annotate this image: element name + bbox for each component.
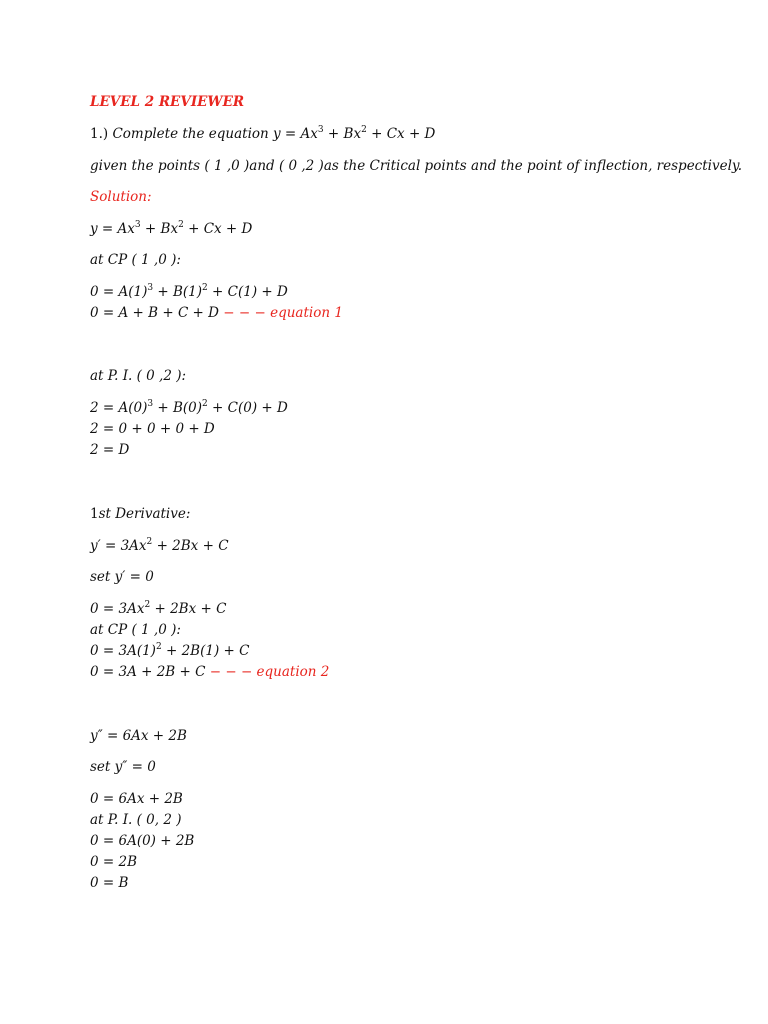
pi-header: at P. I. ( 0 ,2 ): [90,368,187,384]
d2-equation: 0 = 6Ax + 2B [90,791,183,807]
d2-result: 0 = B [90,875,129,891]
d2-pi-header: at P. I. ( 0, 2 ) [90,812,182,828]
d1-substitution: $0 = 3A(1)^2 + 2B(1) + C$ [90,642,250,659]
pi-step-2: 2 = 0 + 0 + 0 + D [90,421,215,437]
equation-2: 0 = 3A + 2B + C − − − equation 2 [90,664,330,680]
cp-substitution: $0 = A(1)^3 + B(1)^2 + C(1) + D$ [90,283,288,300]
pi-result: 2 = D [90,442,130,458]
equation-1: 0 = A + B + C + D − − − equation 1 [90,305,343,321]
pi-substitution: $2 = A(0)^3 + B(0)^2 + C(0) + D$ [90,399,288,416]
d2-step: 0 = 2B [90,854,137,870]
d2-substitution: 0 = 6A(0) + 2B [90,833,195,849]
page-title: LEVEL 2 REVIEWER [90,94,245,110]
d1-cp-header: at CP ( 1 ,0 ): [90,622,181,638]
equation-1-tag: − − − equation 1 [219,305,343,321]
main-equation: $y = Ax^3 + Bx^2 + Cx + D$ [90,220,253,237]
set-second-derivative: set y″ = 0 [90,759,156,775]
problem-given: given the points ( 1 ,0 )and ( 0 ,2 )as the Critical points and the point of inflection, respectively. [90,158,743,174]
equation-2-tag: − − − equation 2 [205,664,330,680]
problem-equation: $y = Ax^3 + Bx^2 + Cx + D$ [273,125,436,142]
second-derivative: y″ = 6Ax + 2B [90,728,187,744]
problem-prefix: Complete the equation [112,126,269,142]
first-derivative-header: 1st Derivative: [90,506,191,522]
solution-label: Solution: [90,189,152,205]
problem-statement [90,125,435,145]
d1-equation: $0 = 3Ax^2 + 2Bx + C$ [90,600,227,617]
first-derivative: $y' = 3Ax^2 + 2Bx + C$ [90,537,229,554]
cp-header: at CP ( 1 ,0 ): [90,252,181,268]
set-first-derivative: set y′ = 0 [90,569,154,585]
problem-number: 1.) [90,126,109,142]
